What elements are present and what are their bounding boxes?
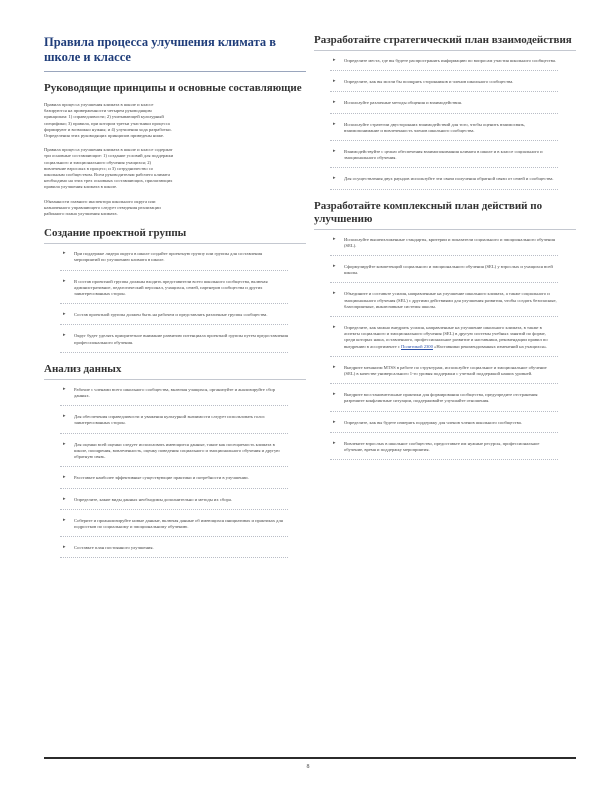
list-item: ▸ Для осуществления двух раундов используйте эти связи получения обратной связи от семей и сообщества. bbox=[330, 176, 558, 189]
bullet-icon: ▸ bbox=[333, 236, 336, 242]
paragraph: Обязанности главного инспектора школьного округа или назначенного управляющего следует отведения реализации районного плана улучшения климата. bbox=[44, 198, 161, 217]
list-item: ▸ Сформулируйте компетенций социального и эмоционального обучения (SEL) у взрослых и учащихся всей школы. bbox=[330, 264, 558, 283]
footer-rule bbox=[44, 757, 576, 759]
list-item: ▸ Определите места, где вы будете распространять информацию по вопросам участия школьного сообщества. bbox=[330, 58, 558, 71]
bullet-icon: ▸ bbox=[333, 440, 336, 446]
list-item: ▸ Определите, как можно внедрить усилия, направленные на улучшение школьного климата, в также в аспекты социального и эмоционального обучения (SEL) в другую системы учебных занятий по форме, среди которых наша, оставленного, профессиональное развитие и наставники, рекомендации правил по внедрению в ассортименте с Политикой 2300 «Наставники рекомендованных изменений на учащихся». bbox=[330, 325, 558, 357]
list-item: ▸ Для обеспечения справедливости и уважения культурной значимости следует использовать голос заинтересованных сторон. bbox=[60, 414, 288, 433]
bullet-icon: ▸ bbox=[333, 149, 336, 155]
list-item: ▸ Округ будет уделять приоритетное внимание развитию потенциала проектной группы путем предоставления профессионального обучения. bbox=[60, 333, 288, 352]
bullet-icon: ▸ bbox=[333, 291, 336, 297]
list-item: ▸ Составьте план постоянного улучшения. bbox=[60, 545, 288, 558]
bullet-icon: ▸ bbox=[63, 386, 66, 392]
page-title: Правила процесса улучшения климата в школе и классе bbox=[44, 30, 306, 72]
bullet-icon: ▸ bbox=[333, 176, 336, 182]
bullet-icon: ▸ bbox=[333, 364, 336, 370]
bullet-icon: ▸ bbox=[63, 251, 66, 257]
section-heading-principles: Руководящие принципы и основные составляющие bbox=[44, 82, 302, 94]
bullet-list bbox=[314, 237, 576, 461]
section-heading-project-group: Создание проектной группы bbox=[44, 227, 306, 244]
list-item: ▸ Используйте вышеизложенные стандарты, критерии и показатели социального и эмоционального обучения (SEL). bbox=[330, 237, 558, 256]
bullet-icon: ▸ bbox=[333, 100, 336, 106]
list-item: ▸ Взаимодействуйте с целью обеспечения взаимопонимания климата в школе и в классе социального и эмоционального обучения. bbox=[330, 149, 558, 168]
list-item: ▸ Объедините и составьте усилия, направленные на улучшение школьного климата, а также социального и эмоционального обучения (SEL) с другими действиями для улучшения развития, чтобы создать безопасные, благоприятные, инклюзивные системы школы. bbox=[330, 291, 558, 317]
bullet-icon: ▸ bbox=[63, 414, 66, 420]
bullet-icon: ▸ bbox=[63, 441, 66, 447]
bullet-icon: ▸ bbox=[63, 545, 66, 551]
list-item: ▸ Используйте стратегии двусторонних взаимодействий для того, чтобы оценить взаимосвязь, взаимопонимание и вовлеченность членов школьного сообщества. bbox=[330, 122, 558, 141]
bullet-list bbox=[314, 58, 576, 190]
list-item: ▸ Внедрите восстановительные практики для формирования сообщества, предупредите отстранения разрешите конфликтные ситуации, поддерживайте улучшайте отношения. bbox=[330, 392, 558, 411]
list-item: ▸ Состав проектной группы должен быть на рабочем и представлять различные группы сообщества. bbox=[60, 312, 288, 325]
bullet-icon: ▸ bbox=[333, 58, 336, 63]
bullet-icon: ▸ bbox=[63, 496, 66, 502]
left-column bbox=[44, 30, 306, 566]
right-column bbox=[314, 30, 576, 468]
bullet-icon: ▸ bbox=[63, 278, 66, 284]
list-item: ▸ Вовлеките взрослых в школьное сообщество, предоставьте им нужные ресурсы, профессиональное обучение, время и поддержку мероприятия. bbox=[330, 441, 558, 460]
policy-link[interactable]: Политикой 2300 bbox=[401, 343, 433, 349]
list-item: ▸ Используйте различные методы общения и взаимодействия. bbox=[330, 100, 558, 113]
bullet-icon: ▸ bbox=[63, 517, 66, 523]
paragraph: Правила процесса улучшения климата в школе и классе содержат три основные составляющие: 1) создание условий для поддержки социального и эмоционального обучения учащихся; 2) вовлечение взрослых в процесс; и 3) сотрудничество со школьным сообществом. Всем руководителям рабочего климата необходимо на этих трех основных составляющих, прилагающих правила улучшения климата в школе. bbox=[44, 147, 174, 190]
bullet-list bbox=[44, 251, 306, 353]
bullet-icon: ▸ bbox=[63, 475, 66, 481]
list-item: ▸ Определите, какие виды данных необходимы дополнительно и методы их сбора. bbox=[60, 497, 288, 510]
list-item: ▸ Определите, как вы могли бы поощрять сторонников и членов школьного сообщества. bbox=[330, 79, 558, 92]
paragraph: Правила процесса улучшения климата в школе и классе базируются на приверженности четырем руководящим принципам: 1) справедливости; 2) учитывающей культурный специфики; 3) правила, при котором третьи участники процесса формируют и возможно нужны; и 4) улучшения хода разработки. Определения этих руководящих принципов приведены ниже. bbox=[44, 102, 172, 139]
bullet-icon: ▸ bbox=[333, 79, 336, 85]
bullet-icon: ▸ bbox=[333, 325, 336, 331]
bullet-icon: ▸ bbox=[63, 312, 66, 318]
page-number: 8 bbox=[306, 764, 310, 770]
bullet-icon: ▸ bbox=[333, 264, 336, 270]
section-heading-data-analysis: Анализ данных bbox=[44, 363, 306, 380]
list-item: ▸ Расставьте наиболее эффективные существующие практики и потребности в улучшении. bbox=[60, 475, 288, 488]
list-item: ▸ Рабочие с членами всего школьного сообщества, включая учащихся, организуйте и анализируйте сбор данных. bbox=[60, 387, 288, 406]
list-item: ▸ При поддержке лидера округа в школе создайте проектную группу или группы для составления мероприятий по улучшению климата в школе. bbox=[60, 251, 288, 270]
section-heading-action-plan: Разработайте комплексный план действий по улучшению bbox=[314, 200, 576, 230]
bullet-icon: ▸ bbox=[333, 121, 336, 127]
list-item: ▸ Соберите и проанализируйте новые данные, включая данные об имеющихся инициативах и практиках для подростков по социальному и эмоциональному обучению. bbox=[60, 518, 288, 537]
list-item: ▸ Внедрите механизм MTSS в работе по структурам, используйте социальное и эмоциональное обучение (SEL) в качестве универсального 1-го уровня поддержки с учетной поддержкой наших уровней. bbox=[330, 365, 558, 384]
list-item: ▸ В состав проектной группы должны входить представители всего школьного сообщества, включая административное, педагогический персонал, учащихся, семей, партнеров сообщества и других заинтересованных сторон. bbox=[60, 279, 288, 305]
bullet-icon: ▸ bbox=[333, 392, 336, 398]
bullet-list bbox=[44, 387, 306, 558]
bullet-icon: ▸ bbox=[63, 333, 66, 339]
bullet-icon: ▸ bbox=[333, 419, 336, 425]
list-item: ▸ Определите, как вы будете измерять поддержку для членов членов школьного сообщества. bbox=[330, 420, 558, 433]
list-item: ▸ Для оценки всей оценки следует использовать имеющиеся данные, такие как посещаемость климата в школе, поощрения, вовлеченность, оценку поведения социального и эмоционального обучения и другую обратную связь. bbox=[60, 442, 288, 468]
section-heading-strategic-plan: Разработайте стратегический план взаимодействия bbox=[314, 34, 576, 51]
